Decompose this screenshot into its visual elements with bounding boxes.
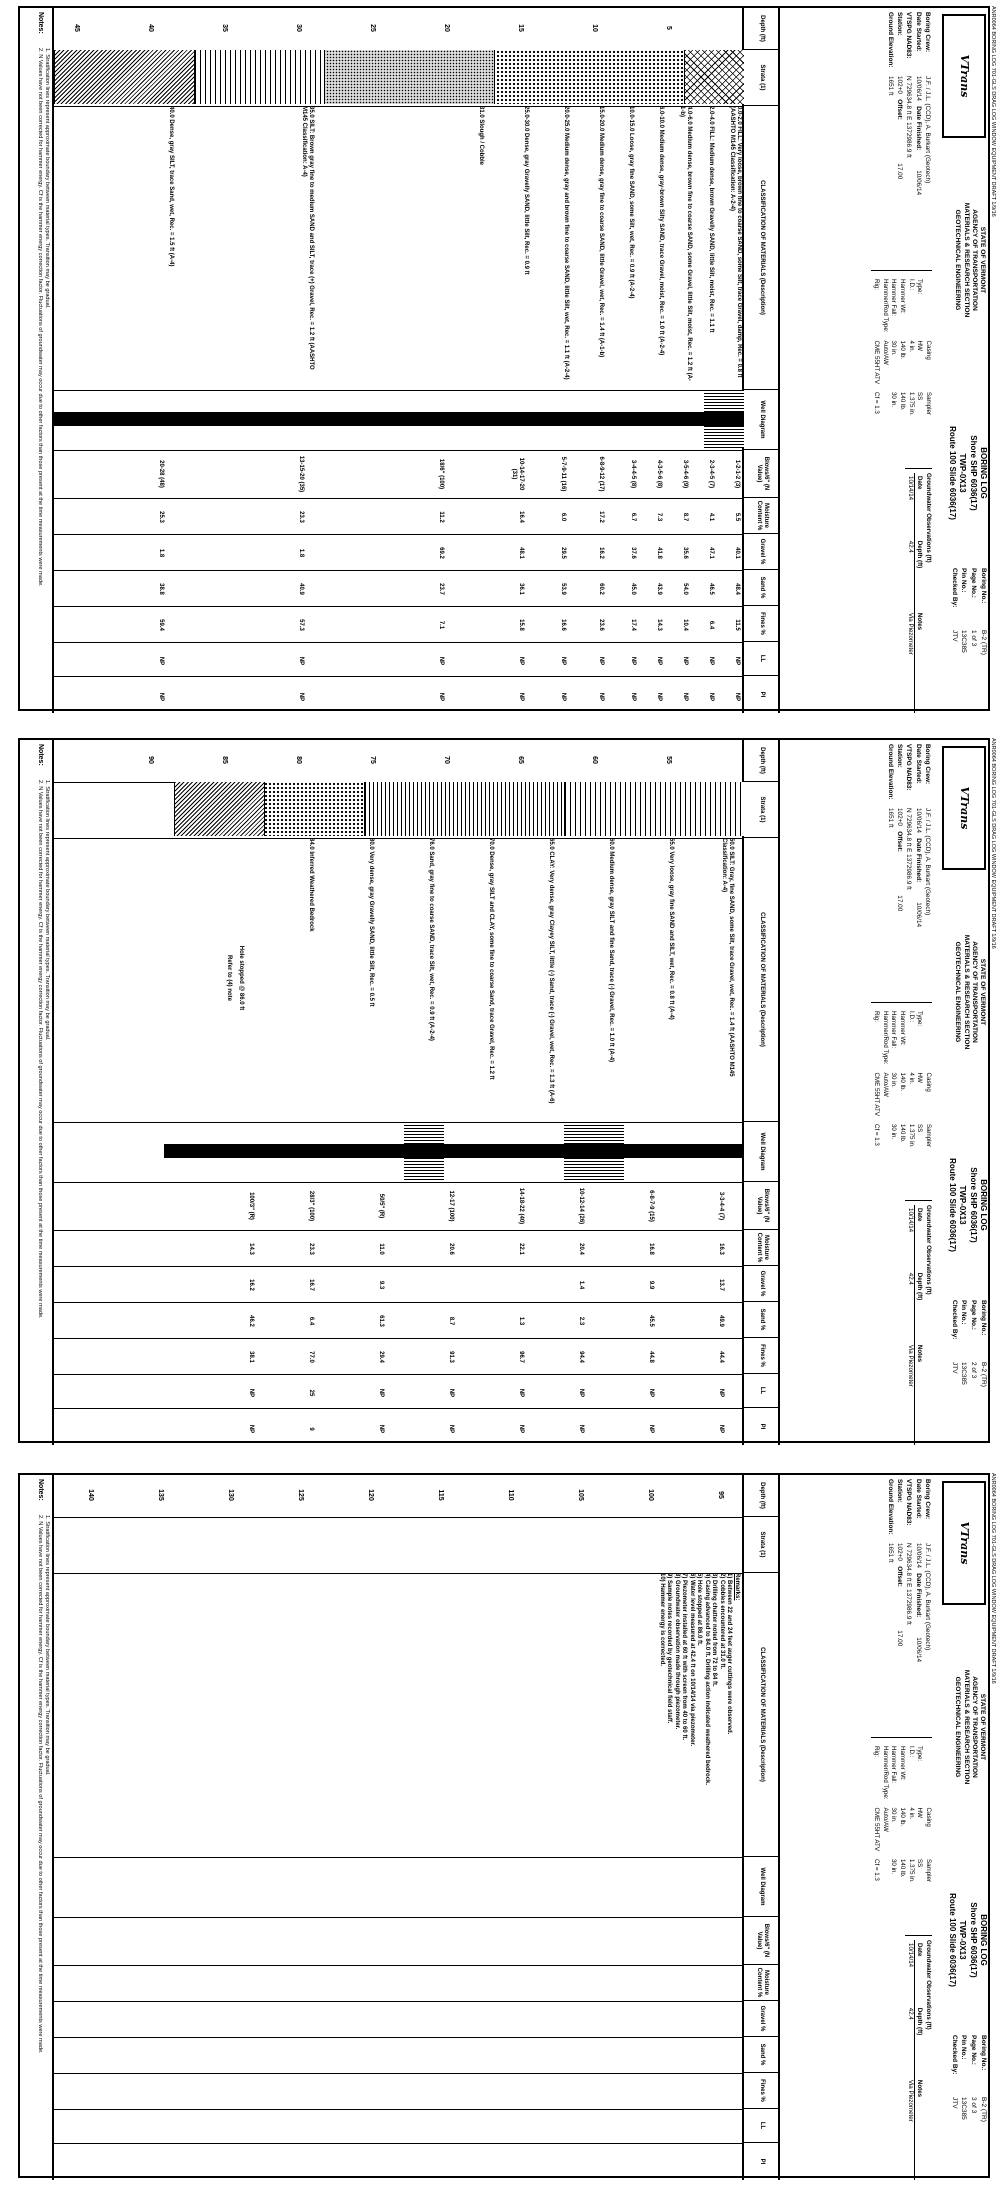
sand-value: 60.2 [598,583,604,595]
description: 84.0 Inferred Weathered Bedrock [308,838,314,932]
moisture-value: 11.0 [378,1243,384,1255]
ll-value: NP [378,1388,384,1398]
fines-value: 10.4 [682,619,688,631]
page-info: Boring No.:B-2 (TR) Page No.:1 of 3 Pin No.:13C385 Checked By:JTV [950,568,987,655]
vtrans-logo: VTrans [942,746,986,870]
ll-value: NP [248,1388,254,1398]
vtrans-logo: VTrans [942,14,986,138]
pi-value: NP [158,692,164,702]
depth-tick: 40 [147,24,154,32]
moisture-value: 8.7 [682,512,688,522]
gravel-value: 35.6 [682,547,688,559]
page-2-rotated-sheet [20,738,996,1445]
page-3 [18,1473,996,2178]
blow-count: 3-4-4-5 (8) [630,459,636,489]
page-2-log-body: 55 60 65 70 75 80 85 90 50.0 SILT: Gray, fine SAND, some Silt, trace Gravel, wet, Rec. = 1.4 ft (AASHTO M145 Classification: A-4) 55.0 Very loose, gray fine SAND and SILT, wet, Rec. = 0.8 ft (A-4) 60.0 Medium dense, gray SILT and fine Sand, trace (-) Gravel, Rec. = 1.0 ft (A-4) 65.0 CLAY: Very dense, gray Clayey SILT, little (-) Sand, trace (-) Gravel, wet, Rec. = 1.3 ft (A-6) 70.0 Dense, gray SILT and CLAY, some fine to coarse Sand, trace Gravel, Rec. = 1.2 ft 76.0 Sand, gray fine to coarse SAND, trace Silt, wet, Rec. = 0.9 ft (A-2-4) 80.0 Very dense, gray Gravelly SAND, little Silt, Rec. = 0.5 ft 84.0 Inferred Weathered Bedrock Hole stopped @ 86.0 ft Refer to (4) note 3-3-4-4 (7) 6-8-7-9 (15) 10-12-14 (26) 14-18-22 (40) 12-17 (100) 50/5" (R) 28/3" (100) 100/3" (R) 16.3 16.8 20.4 22.1 20.6 11.0 23.3 14.3 13.7 9.9 1.4 9.3 16.7 16.2 49.9 45.5 2.3 1.3 8.7 61.3 6.4 46.2 44.4 44.8 94.4 96.7 91.3 29.4 77.0 38.1 NP NP NP NP NP NP 25 NP NP NP NP NP NP NP 9 NP [54,740,744,1445]
moisture-value: 6.7 [630,512,636,522]
column-headers: Depth (ft) Strata (1) CLASSIFICATION OF MATERIALS (Description) Well Diagram Blows/6" (N Value) Moisture Content % Gravel % Sand % Fines % LL PI [742,8,780,713]
moisture-value: 16.8 [648,1243,654,1255]
gravel-value: 47.1 [708,547,714,559]
gravel-value: 69.2 [438,547,444,559]
fines-value: 7.1 [438,620,444,630]
agency-line-4: GEOTECHNICAL ENGINEERING [954,209,962,311]
gravel-value: 48.1 [518,547,524,559]
gravel-value: 1.4 [578,1280,584,1290]
moisture-value: 7.3 [656,512,662,522]
ll-value: NP [560,656,566,666]
blow-count: 3-5-4-6 (9) [682,459,688,489]
ll-value: NP [734,656,740,666]
fines-value: 16.6 [560,619,566,631]
description: 40.0 Dense, gray SILT, trace Sand, wet, Rec. = 1.5 ft (A-4) [168,106,174,267]
ll-value: NP [578,1388,584,1398]
blow-count: 1-2-1-2 (3) [734,459,740,489]
fines-value: 77.0 [308,1351,314,1363]
pi-value: NP [648,1424,654,1434]
gravel-value: 9.3 [378,1280,384,1290]
moisture-value: 14.3 [248,1243,254,1255]
ll-value: NP [518,1388,524,1398]
page-3-rotated-sheet [20,1473,996,2180]
strata-clay [364,782,564,836]
file-header: ANR0064 BORING LOG 701-GLS DRAG LOG WINDOW EQUIPMENT DRAFT 1/9/16 [990,6,996,217]
well-diagram [54,390,744,448]
pi-value: NP [578,1424,584,1434]
sand-value: 23.7 [438,583,444,595]
boring-info: Boring Crew:J.F. / J.L. (CCD), A. Burkart (Geotech) Date Started:10/06/14 Date Finished:10/06/14 VTSPG NAD83:N 729634.8 ft E 1372986.9 ft Station:102+0 Offset:17.00 Ground Elevation:1651 ft [886,744,931,928]
well-diagram [164,1122,744,1180]
sand-value: 49.9 [718,1315,724,1327]
description: 20.0-25.0 Medium dense, gray and brown fine to coarse SAND, little Silt, wet, Rec. = 1.1 ft (A-2-4) [563,106,569,380]
page-2 [18,738,996,1443]
page-3-header [778,1475,992,2180]
sand-value: 61.3 [378,1315,384,1327]
description: 15.0-20.0 Medium dense, gray fine to coarse SAND, little Gravel, wet, Rec. = 1.4 ft (A-1-b) [598,106,604,358]
blow-count: 5-7-9-11 (16) [560,456,566,492]
description: 10.0-15.0 Loose, gray fine SAND, some Silt, wet, Rec. = 0.9 ft (A-2-4) [628,106,634,299]
moisture-value: 6.0 [560,512,566,522]
sand-value: 46.5 [708,583,714,595]
fines-value: 96.7 [518,1351,524,1363]
description: 6.0-10.0 Medium dense, gray-brown Silty SAND, trace Gravel, moist, Rec. = 1.0 ft (A-2-4) [658,106,664,356]
moisture-value: 16.4 [518,511,524,523]
page-3-notes: Notes: 1. Stratification lines represent approximate boundary between material types. Transition may be gradual. 2. N Values have not been corrected for hammer energy. Cf is the hammer energy correction factor. Fluctuations of groundwater may occur due to other factors than those present at the time measurements were made. [20,1475,54,2180]
file-header: ANR0064 BORING LOG 701-GLS DRAG LOG WINDOW EQUIPMENT DRAFT 1/9/16 [990,1473,996,1684]
pi-value: NP [718,1424,724,1434]
groundwater-table: Groundwater Observations (ft) Date Depth (ft) Notes 10/14/14 42.4 Via Piezometer [905,1200,932,1445]
agency-line-2: AGENCY OF TRANSPORTATION [970,209,978,311]
pi-value: NP [734,692,740,702]
description: 55.0 Very loose, gray fine SAND and SILT, wet, Rec. = 0.8 ft (A-4) [668,838,674,1020]
description: 65.0 CLAY: Very dense, gray Clayey SILT, little (-) Sand, trace (-) Gravel, wet, Rec. = 1.3 ft (A-6) [548,838,554,1104]
ll-value: NP [448,1388,454,1398]
description: 60.0 Medium dense, gray SILT and fine Sand, trace (-) Gravel, Rec. = 1.0 ft (A-4) [608,838,614,1063]
pi-value: 9 [308,1427,314,1431]
page-2-header [778,740,992,1445]
fines-value: 57.3 [298,619,304,631]
equipment-table: Casing Sampler Type: HW SS I.D.: 4 in. 1.375 in. Hammer Wt: 140 lb. 140 lb. Hammer Fall: 30 in. 30 in. Hammer/Rod Type: Auto/AW Rig: CME 55HT ATV Cf = 1.3 [871,270,932,465]
moisture-value: 25.3 [158,511,164,523]
strata-sand [324,50,494,104]
depth-tick: 15 [517,24,524,32]
sand-value: 2.3 [578,1316,584,1326]
sand-value: 48.4 [734,583,740,595]
page-number: 1 of 3 [970,630,978,647]
pin-no: 13C385 [960,630,968,653]
sand-value: 53.9 [560,583,566,595]
ll-value: NP [598,656,604,666]
fines-value: 44.4 [718,1351,724,1363]
ll-value: NP [630,656,636,666]
blow-count: 6-8-9-12 (17) [598,456,604,492]
pi-value: NP [438,692,444,702]
equipment-table: Casing Sampler Type: HW SS I.D.: 4 in. 1.375 in. Hammer Wt: 140 lb. 140 lb. Hammer Fall: 30 in. 30 in. Hammer/Rod Type: Auto/AW Rig: CME 55HT ATV Cf = 1.3 [871,1002,932,1197]
description: 2.0-4.0 FILL: Medium dense, brown Gravelly SAND, little Silt, moist, Rec. = 1.1 ft [708,106,714,333]
fines-value: 17.4 [630,619,636,631]
depth-tick: 45 [73,24,80,32]
description: Refer to (4) note [226,954,232,1001]
moisture-value: 4.1 [708,512,714,522]
description: 31.0 Slough / Cobble [478,106,484,166]
page-1-notes: Notes: 1. Stratification lines represent approximate boundary between material types. Transition may be gradual. 2. N Values have not been corrected for hammer energy. Cf is the hammer energy correction factor. Fluctuations of groundwater may occur due to other factors than those present at the time measurements were made. [20,8,54,713]
ll-value: NP [648,1388,654,1398]
pi-value: NP [682,692,688,702]
boring-no: B-2 (TR) [980,630,987,655]
page-3-log-body: 95 100 105 110 115 120 125 130 135 140 Remarks: 1) Between 22 and 24 feet auger cuttings were observed. 2) Cobbles encountered at 31.0 ft. 3) Drilling chatter noted from 72 to 84 ft. 4) Casing advanced to 84.0 ft. Drilling action indicated weathered bedrock. 5) Hole stopped at 86.0 ft. 6) Water level measured at 42.4 ft on 10/14/14 via piezometer. 7) Piezometer installed at 60 ft with screen from 40 to 60 ft. 8) Groundwater observation made through piezometer. 9) Sample notes recorded by geotechnical field staff. 10) Hammer energy is corrected. [54,1475,744,2180]
page-info: Boring No.:B-2 (TR) Page No.:2 of 3 Pin No.:13C385 Checked By:JTV [950,1300,987,1387]
pi-value: NP [518,1424,524,1434]
sand-value: 45.0 [630,583,636,595]
sand-value: 1.3 [518,1316,524,1326]
blow-count: 20-28 (48) [158,460,164,488]
agency-block: STATE OF VERMONT AGENCY OF TRANSPORTATION MATERIALS & RESEARCH SECTION GEOTECHNICAL ENGINEERING [954,934,986,1050]
moisture-value: 22.1 [518,1243,524,1255]
groundwater-table: Groundwater Observations (ft) Date Depth (ft) Notes 10/14/14 42.4 Via Piezometer [905,1935,932,2180]
depth-tick: 10 [591,24,598,32]
ll-value: NP [682,656,688,666]
description: Hole stopped @ 86.0 ft [238,945,244,1011]
strata-silt [194,50,324,104]
fines-value: 14.3 [656,619,662,631]
description: 25.0-30.0 Dense, gray Gravelly SAND, little Silt, Rec. = 0.9 ft [523,106,529,275]
strata-fill [684,50,744,104]
file-header: ANR0064 BORING LOG 701-GLS DRAG LOG WINDOW EQUIPMENT DRAFT 1/9/16 [990,738,996,949]
ll-value: 25 [308,1389,314,1397]
fines-value: 91.3 [448,1351,454,1363]
description: 76.0 Sand, gray fine to coarse SAND, trace Silt, wet, Rec. = 0.9 ft (A-2-4) [428,838,434,1041]
sand-value: 40.9 [298,583,304,595]
fines-value: 38.1 [248,1351,254,1363]
sand-value: 8.7 [448,1316,454,1326]
sand-value: 36.1 [518,583,524,595]
description: 50.0 SILT: Gray, fine SAND, some Silt, trace Gravel, wet, Rec. = 1.4 ft (AASHTO M145 Classification: A-4) [720,838,734,1077]
strata-gravel-sand [494,50,684,104]
ll-value: NP [438,656,444,666]
depth-tick: 20 [443,24,450,32]
fines-value: 15.8 [518,619,524,631]
pi-value: NP [708,692,714,702]
gravel-value: 41.8 [656,547,662,559]
gravel-value: 1.8 [158,548,164,558]
moisture-value: 23.3 [298,511,304,523]
description: 4.0-6.0 Medium dense, brown fine to coarse SAND, some Gravel, little Silt, moist, Rec. = 1.2 ft (A-1-b) [678,106,692,381]
depth-tick: 25 [369,24,376,32]
gravel-value: 29.5 [560,547,566,559]
moisture-value: 20.6 [448,1243,454,1255]
page-number: 2 of 3 [970,1362,978,1379]
moisture-value: 17.2 [598,511,604,523]
description: 35.0 SILT: Brown gray fine to medium SAND and SILT, trace (+) Gravel, Rec. = 1.2 ft (AASHTO M145 Classification: A-4) [300,106,314,370]
pi-value: NP [298,692,304,702]
ll-value: NP [656,656,662,666]
ll-value: NP [298,656,304,666]
fines-value: 6.4 [708,620,714,630]
description: 0.0-2.0 FILL: Very loose, brown fine to coarse SAND, some Silt, trace Gravel, damp, Rec. = 0.8 ft (AASHTO M145 Classification: A-2-4) [728,106,742,378]
gravel-value: 40.1 [734,547,740,559]
strata-weathered-bedrock [174,782,264,836]
pi-value: NP [448,1424,454,1434]
page-1 [18,6,996,711]
blow-count: 18/6" (100) [438,458,444,490]
fines-value: 29.4 [378,1351,384,1363]
sand-value: 43.9 [656,583,662,595]
log-title: BORING LOG Shore SHP 6036(17) TWP-0X13 Route 100 Slide 6036(17) [947,1158,988,1252]
depth-tick: 35 [221,24,228,32]
pi-value: NP [630,692,636,702]
agency-block [953,140,986,380]
sand-value: 54.0 [682,583,688,595]
page-1-log-body [54,8,744,713]
boring-info: Boring Crew:J.F. / J.L. (CCD), A. Burkart (Geotech) Date Started:10/06/14 Date Finished:10/06/14 VTSPG NAD83:N 729634.8 ft E 1372986.9 ft Station:102+0 Offset:17.00 Ground Elevation:1651 ft [886,1479,931,1663]
fines-value: 23.6 [598,619,604,631]
page-info: Boring No.:B-2 (TR) Page No.:3 of 3 Pin No.:13C385 Checked By:JTV [950,2035,987,2122]
gravel-value: 16.7 [308,1279,314,1291]
gravel-value: 16.2 [248,1279,254,1291]
fines-value: 94.4 [578,1351,584,1363]
description: 80.0 Very dense, gray Gravelly SAND, little Silt, Rec. = 0.5 ft [368,838,374,1007]
fines-value: 11.5 [734,619,740,631]
strata-sand [264,782,364,836]
pi-value: NP [656,692,662,702]
moisture-value: 20.4 [578,1243,584,1255]
pi-value: NP [518,692,524,702]
depth-tick: 5 [665,26,672,30]
strata-silt [564,782,744,836]
groundwater-table: Groundwater Observations (ft) Date Depth (ft) Notes 10/14/14 42.4 Via Piezometer [905,468,932,713]
moisture-value: 11.2 [438,511,444,523]
ll-value: NP [708,656,714,666]
strata-dense-silt [54,50,194,104]
boring-info: Boring Crew:J.F. / J.L. (CCD), A. Burkart (Geotech) Date Started:10/06/14 Date Finished:10/06/14 VTSPG NAD83:N 729634.8 ft E 1372986.9 ft Station:102+0 Offset:17.00 Ground Elevation:1651 ft [886,12,931,196]
remarks: Remarks: 1) Between 22 and 24 feet auger cuttings were observed. 2) Cobbles encountered at 31.0 ft. 3) Drilling chatter noted from 72 to 84 ft. 4) Casing advanced to 84.0 ft. Drilling action indicated weathered bedrock. 5) Hole stopped at 86.0 ft. 6) Water level measured at 42.4 ft on 10/14/14 via piezometer. 7) Piezometer installed at 60 ft with screen from 40 to 60 ft. 8) Groundwater observation made through piezometer. 9) Sample notes recorded by geotechnical field staff. 10) Hammer energy is corrected. [659,1573,740,1786]
page-1-rotated-sheet [20,6,996,713]
checked-by: JTV [950,630,958,642]
depth-tick: 30 [295,24,302,32]
pi-value: NP [598,692,604,702]
pi-value: NP [378,1424,384,1434]
description: 70.0 Dense, gray SILT and CLAY, some fine to coarse Sand, trace Gravel, Rec. = 1.2 ft [488,838,494,1080]
agency-line-3: MATERIALS & RESEARCH SECTION [962,202,970,318]
blow-count: 10-14-17-20 (31) [511,457,524,491]
sand-value: 6.4 [308,1316,314,1326]
equipment-table: Casing Sampler Type: HW SS I.D.: 4 in. 1.375 in. Hammer Wt: 140 lb. 140 lb. Hammer Fall: 30 in. 30 in. Hammer/Rod Type: Auto/AW Rig: CME 55HT ATV Cf = 1.3 [871,1737,932,1932]
moisture-value: 5.5 [734,512,740,522]
blow-count: 4-3-5-6 (8) [656,459,662,489]
fines-value: 59.4 [158,619,164,631]
fines-value: 44.8 [648,1351,654,1363]
column-headers: Depth (ft) Strata (1) CLASSIFICATION OF MATERIALS (Description) Well Diagram Blows/6" (N Value) Moisture Content % Gravel % Sand % Fines % LL PI [742,740,780,1445]
moisture-value: 16.3 [718,1243,724,1255]
gravel-value: 9.9 [648,1280,654,1290]
agency-line-1: STATE OF VERMONT [979,226,986,294]
sand-value: 45.5 [648,1315,654,1327]
vtrans-logo: VTrans [942,1481,986,1605]
agency-block: STATE OF VERMONT AGENCY OF TRANSPORTATION MATERIALS & RESEARCH SECTION GEOTECHNICAL ENGINEERING [954,1669,986,1785]
page-2-notes: Notes: 1. Stratification lines represent approximate boundary between material types. Transition may be gradual. 2. N Values have not been corrected for hammer energy. Cf is the hammer energy correction factor. Fluctuations of groundwater may occur due to other factors than those present at the time measurements were made. [20,740,54,1445]
pi-value: NP [248,1424,254,1434]
blow-count: 13-15-20 (35) [298,455,304,493]
sand-value: 38.8 [158,583,164,595]
ll-value: NP [158,656,164,666]
log-title: BORING LOG Shore SHP 6036(17) TWP-0X13 Route 100 Slide 6036(17) [947,426,988,520]
blow-count: 2-3-4-5 (7) [708,459,714,489]
pi-value: NP [560,692,566,702]
log-title: BORING LOG Shore SHP 6036(17) TWP-0X13 Route 100 Slide 6036(17) [947,1893,988,1987]
gravel-value: 1.8 [298,548,304,558]
sand-value: 46.2 [248,1315,254,1327]
gravel-value: 16.2 [598,547,604,559]
gravel-value: 13.7 [718,1279,724,1291]
page-1-header [778,8,992,713]
ll-value: NP [718,1388,724,1398]
moisture-value: 23.3 [308,1243,314,1255]
column-headers: Depth (ft) Strata (1) CLASSIFICATION OF MATERIALS (Description) Well Diagram Blows/6" (N Value) Moisture Content % Gravel % Sand % Fines % LL PI [742,1475,780,2180]
ll-value: NP [518,656,524,666]
page-number: 3 of 3 [970,2097,978,2114]
gravel-value: 37.6 [630,547,636,559]
